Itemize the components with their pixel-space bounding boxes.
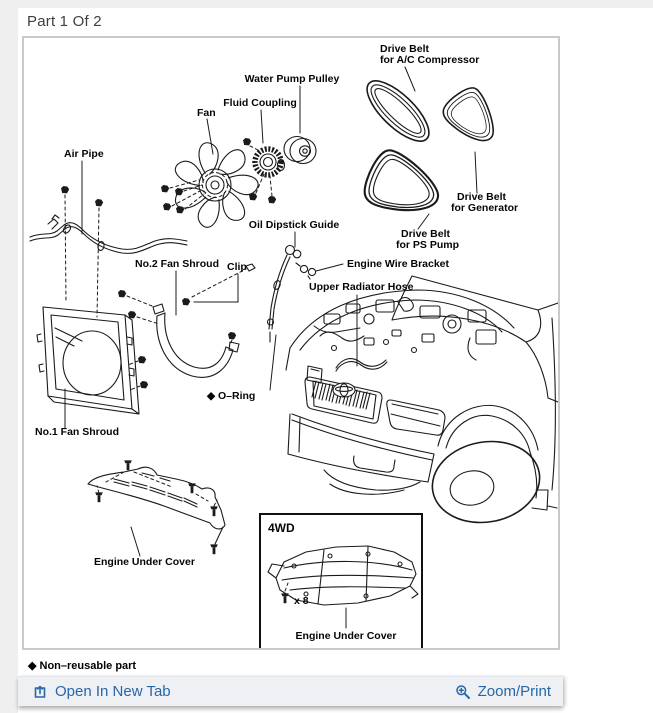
- label-o-ring: ◆ O–Ring: [207, 390, 256, 402]
- page-title: Part 1 Of 2: [27, 13, 102, 30]
- label-4wd: 4WD: [268, 521, 295, 535]
- drive-belt-generator-illustration: [439, 84, 500, 143]
- label-belt-gen-1: Drive Belt: [457, 191, 507, 203]
- label-engine-wire-bracket: Engine Wire Bracket: [347, 258, 450, 270]
- open-in-new-tab-label: Open In New Tab: [55, 683, 171, 700]
- drive-belt-ps-illustration: [354, 140, 441, 225]
- zoom-print-link[interactable]: [455, 683, 551, 700]
- open-in-new-tab-link[interactable]: [32, 683, 171, 700]
- truck-front-illustration: [286, 276, 558, 531]
- page-top-gutter: [0, 0, 653, 8]
- label-fluid-coupling: Fluid Coupling: [223, 97, 297, 109]
- label-fan: Fan: [197, 107, 216, 119]
- fan-illustration: [161, 139, 261, 230]
- label-belt-ac-2: for A/C Compressor: [380, 54, 480, 66]
- label-upper-radiator-hose: Upper Radiator Hose: [309, 281, 414, 293]
- label-belt-gen-2: for Generator: [451, 202, 519, 214]
- label-engine-under-cover: Engine Under Cover: [94, 556, 195, 568]
- label-inset-caption: Engine Under Cover: [295, 630, 397, 642]
- no1-fan-shroud-illustration: [37, 307, 148, 414]
- label-belt-ps-1: Drive Belt: [401, 228, 451, 240]
- no2-fan-shroud-illustration: [118, 290, 239, 377]
- zoom-magnifier-icon: [455, 684, 471, 700]
- label-no1-fan-shroud: No.1 Fan Shroud: [35, 426, 119, 438]
- inset-4wd: [260, 514, 422, 648]
- label-x8: x 8: [294, 595, 309, 607]
- label-no2-fan-shroud: No.2 Fan Shroud: [135, 258, 219, 270]
- drive-belt-ac-illustration: [358, 72, 438, 151]
- water-pump-pulley-illustration: [284, 137, 316, 164]
- label-air-pipe: Air Pipe: [64, 148, 104, 160]
- label-belt-ac-1: Drive Belt: [380, 43, 430, 55]
- fluid-coupling-illustration: [243, 138, 285, 203]
- label-clip: Clip: [227, 261, 247, 273]
- zoom-print-label: Zoom/Print: [477, 683, 551, 700]
- label-belt-ps-2: for PS Pump: [396, 239, 460, 251]
- parts-diagram-panel: [22, 36, 560, 650]
- non-reusable-footnote: ◆ Non–reusable part: [28, 660, 137, 672]
- page-left-gutter: [0, 0, 18, 713]
- engine-wire-bracket-illustration: [296, 263, 316, 279]
- label-water-pump-pulley: Water Pump Pulley: [244, 73, 340, 85]
- open-in-new-tab-icon: [32, 684, 48, 700]
- footer-toolbar: [18, 676, 563, 706]
- label-oil-dipstick-guide: Oil Dipstick Guide: [248, 219, 340, 231]
- parts-diagram-svg: [24, 38, 558, 648]
- engine-under-cover-illustration: [88, 460, 225, 554]
